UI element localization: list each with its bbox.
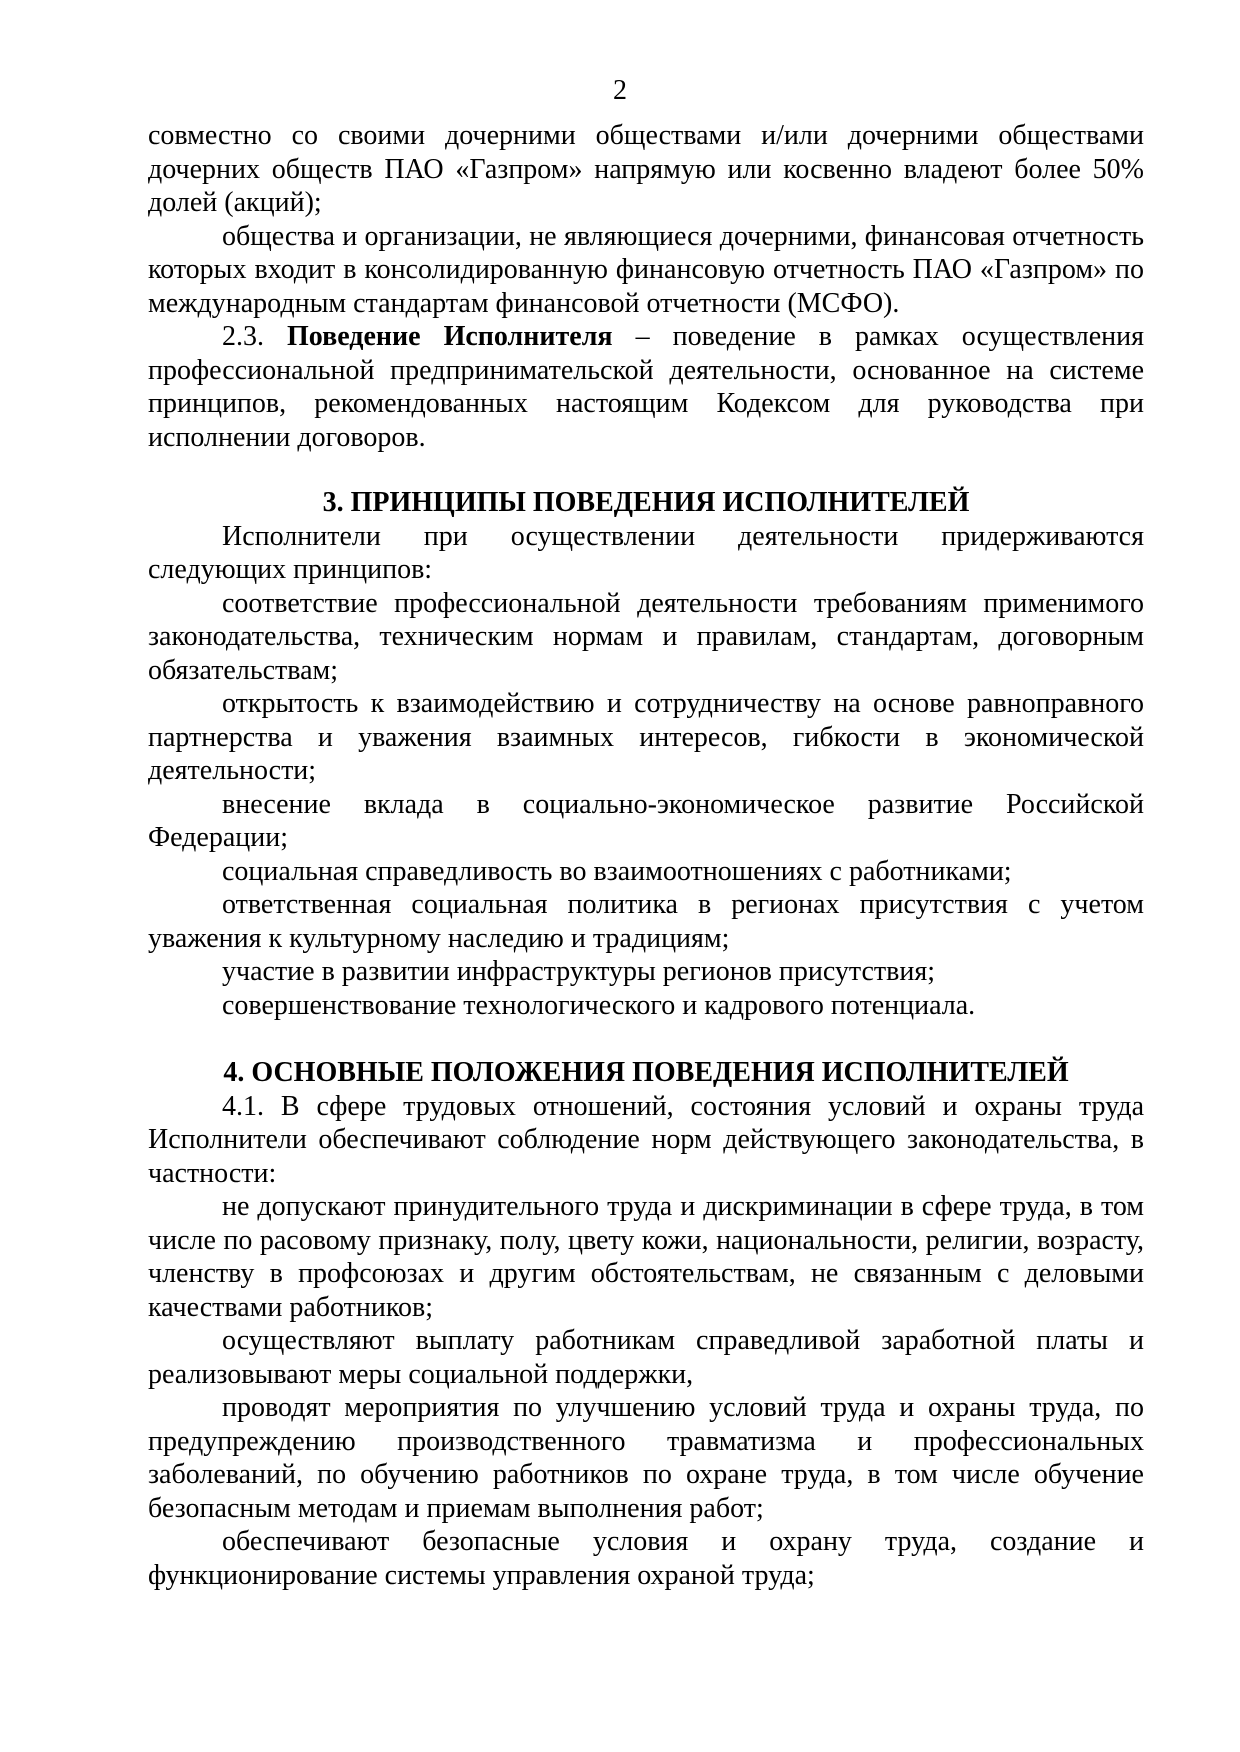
clause-number: 2.3. — [222, 321, 264, 352]
provision-item: обеспечивают безопасные условия и охрану труда, создание и функционирование системы управления охраной труда; — [148, 1526, 1144, 1591]
spacer — [148, 1022, 1144, 1056]
spacer — [148, 454, 1144, 486]
principle-item: социальная справедливость во взаимоотношениях с работниками; — [222, 855, 1012, 887]
page-number: 2 — [613, 75, 627, 106]
provision-item: осуществляют выплату работникам справедливой заработной платы и реализовывают меры социальной поддержки, — [148, 1325, 1144, 1390]
principle-item: соответствие профессиональной деятельности требованиям применимого законодательства, техническим нормам и правилам, стандартам, договорным обязательствам; — [148, 587, 1144, 686]
provision-item: проводят мероприятия по улучшению условий труда и охраны труда, по предупреждению производственного травматизма и профессиональных заболеваний, по обучению работников по охране труда, в том числе обучение безопасным методам и приемам выполнения работ; — [148, 1392, 1144, 1524]
section-3-intro: Исполнители при осуществлении деятельности придерживаются следующих принципов: — [148, 520, 1144, 585]
section-3-heading: 3. ПРИНЦИПЫ ПОВЕДЕНИЯ ИСПОЛНИТЕЛЕЙ — [322, 487, 970, 518]
defined-term: Поведение Исполнителя — [287, 321, 613, 352]
principle-item: совершенствование технологического и кадрового потенциала. — [222, 989, 976, 1021]
section-4-heading: 4. ОСНОВНЫЕ ПОЛОЖЕНИЯ ПОВЕДЕНИЯ ИСПОЛНИТЕЛЕЙ — [223, 1057, 1069, 1088]
principle-item: открытость к взаимодействию и сотрудничеству на основе равноправного партнерства и уважения взаимных интересов, гибкости в экономической деятельности; — [148, 688, 1144, 786]
paragraph-organizations: общества и организации, не являющиеся дочерними, финансовая отчетность которых входит в консолидированную финансовую отчетность ПАО «Газпром» по международным стандартам финансовой отчетности (МСФО). — [148, 220, 1144, 319]
principle-item: внесение вклада в социально-экономическое развитие Российской Федерации; — [148, 788, 1144, 853]
provision-item: не допускают принудительного труда и дискриминации в сфере труда, в том числе по расовому признаку, полу, цвету кожи, национальности, религии, возрасту, членству в профсоюзах и другим обстоятельствам, не связанным с деловыми качествами работников; — [148, 1191, 1144, 1323]
paragraph-continuation: совместно со своими дочерними обществами и/или дочерними обществами дочерних обществ ПАО «Газпром» напрямую или косвенно владеют более 50% долей (акций); — [148, 120, 1144, 218]
clause-text: – поведение в рамках осуществления профессиональной предпринимательской деятельности, основанное на системе принципов, рекомендованных настоящим Кодексом для руководства при исполнении договоров. — [148, 321, 1144, 453]
document-body — [148, 119, 1144, 1592]
principle-item: ответственная социальная политика в регионах присутствия с учетом уважения к культурному наследию и традициям; — [148, 889, 1144, 954]
clause-2-3 — [148, 320, 1144, 454]
clause-4-1: 4.1. В сфере трудовых отношений, состояния условий и охраны труда Исполнители обеспечивают соблюдение норм действующего законодательства, в частности: — [148, 1090, 1144, 1189]
principle-item: участие в развитии инфраструктуры регионов присутствия; — [222, 956, 936, 987]
